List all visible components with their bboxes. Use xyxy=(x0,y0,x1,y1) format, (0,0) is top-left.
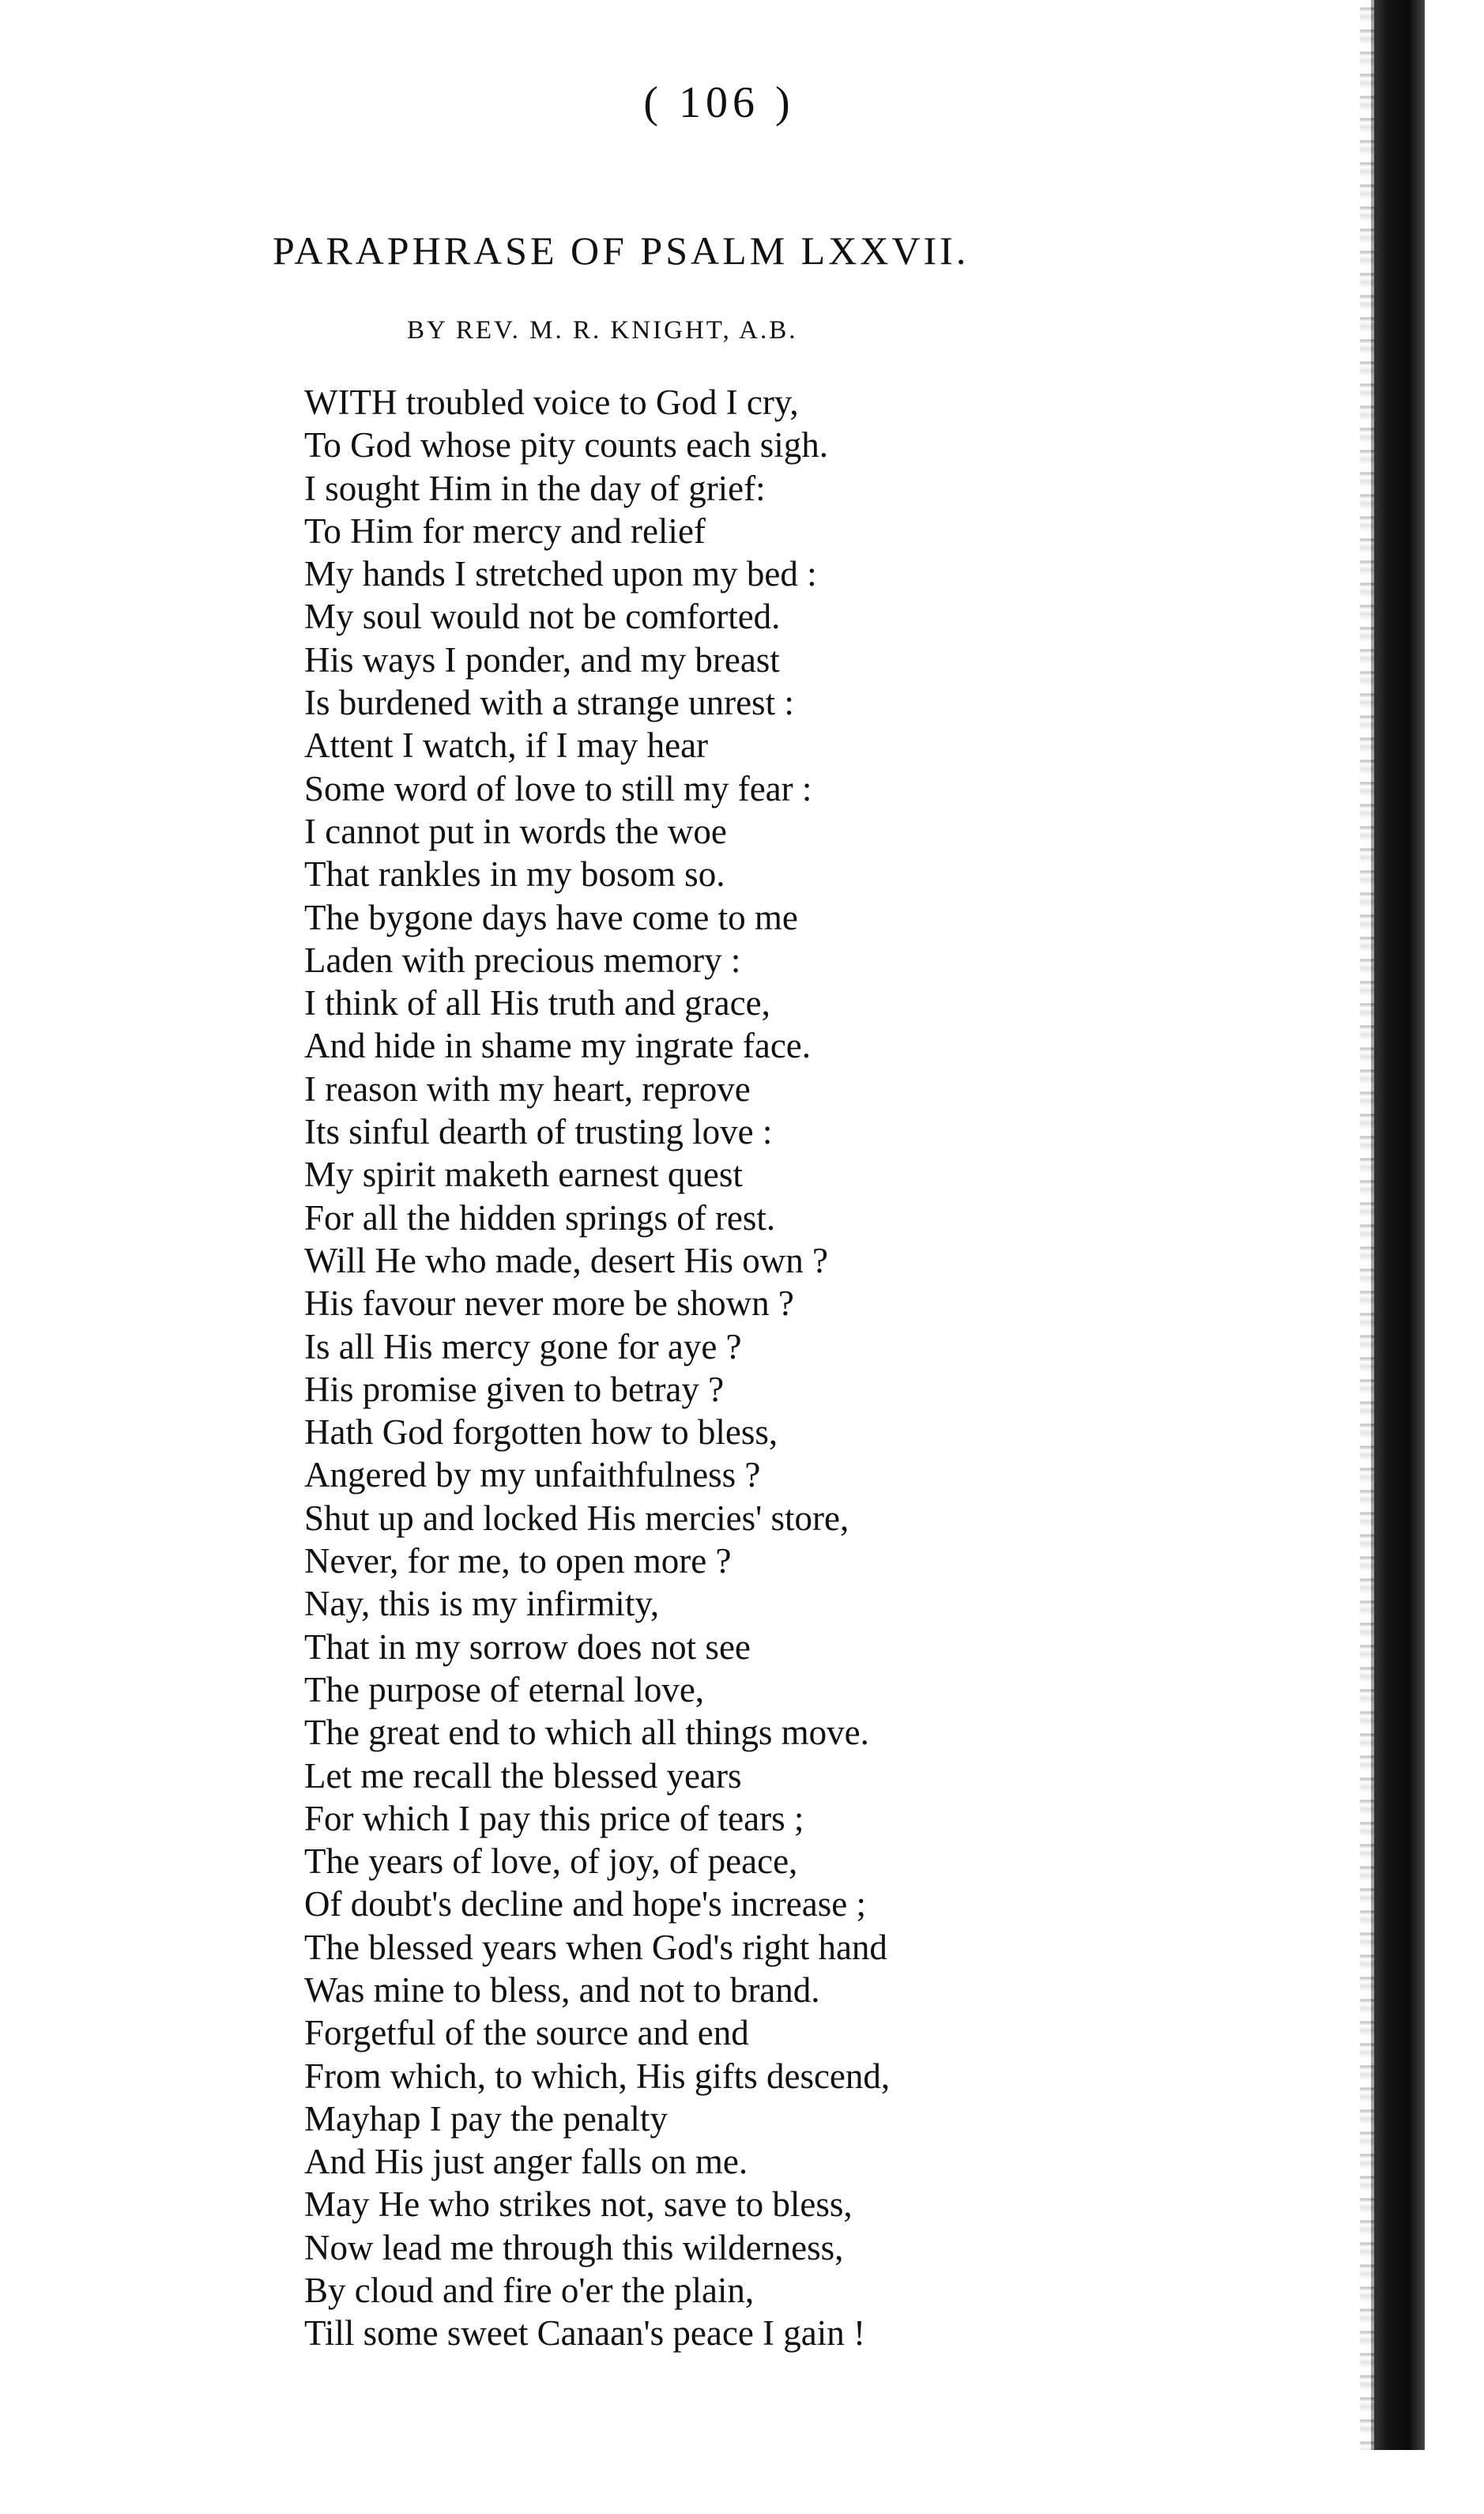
poem-line: WITH troubled voice to God I cry, xyxy=(304,383,799,422)
page-edge-shadow xyxy=(1371,0,1425,2450)
poem-line: Was mine to bless, and not to brand. xyxy=(304,1969,820,2010)
poem-line: The blessed years when God's right hand xyxy=(304,1927,887,1967)
poem-line: Is all His mercy gone for aye ? xyxy=(304,1326,742,1366)
poem-line: For which I pay this price of tears ; xyxy=(304,1798,804,1838)
poem-line: Its sinful dearth of trusting love : xyxy=(304,1112,773,1152)
poem-line: Attent I watch, if I may hear xyxy=(304,726,709,766)
poem-line: Never, for me, to open more ? xyxy=(304,1541,732,1581)
poem-line: Is burdened with a strange unrest : xyxy=(304,683,794,723)
poem-line: That in my sorrow does not see xyxy=(304,1626,751,1667)
poem-line: By cloud and fire o'er the plain, xyxy=(304,2271,755,2311)
poem-line: His promise given to betray ? xyxy=(304,1369,725,1409)
poem-line: His ways I ponder, and my breast xyxy=(304,639,780,680)
poem-line: His favour never more be shown ? xyxy=(304,1283,794,1324)
poem-line: Shut up and locked His mercies' store, xyxy=(304,1498,849,1538)
poem-line: Will He who made, desert His own ? xyxy=(304,1240,829,1280)
poem-line: I think of all His truth and grace, xyxy=(304,983,770,1023)
poem-line: From which, to which, His gifts descend, xyxy=(304,2056,891,2096)
author-byline: BY REV. M. R. KNIGHT, A.B. xyxy=(407,316,798,345)
poem-line: My hands I stretched upon my bed : xyxy=(304,554,817,594)
poem-line: Of doubt's decline and hope's increase ; xyxy=(304,1884,866,1924)
poem-line: For all the hidden springs of rest. xyxy=(304,1197,776,1238)
poem-title: PARAPHRASE OF PSALM LXXVII. xyxy=(273,228,970,273)
poem-line: My soul would not be comforted. xyxy=(304,597,781,637)
poem-line: That rankles in my bosom so. xyxy=(304,854,725,895)
poem-line: May He who strikes not, save to bless, xyxy=(304,2184,853,2225)
poem-line: Hath God forgotten how to bless, xyxy=(304,1412,778,1453)
poem-line: Laden with precious memory : xyxy=(304,940,741,980)
poem-line: And hide in shame my ingrate face. xyxy=(304,1026,812,1066)
poem-line: I reason with my heart, reprove xyxy=(304,1069,751,1109)
poem-line: I sought Him in the day of grief: xyxy=(304,468,766,508)
poem-line: And His just anger falls on me. xyxy=(304,2142,748,2182)
poem-line: The purpose of eternal love, xyxy=(304,1669,705,1709)
poem-line: Forgetful of the source and end xyxy=(304,2013,749,2053)
poem-line: The bygone days have come to me xyxy=(304,897,798,937)
poem-line: Till some sweet Canaan's peace I gain ! xyxy=(304,2313,866,2354)
poem-line: Let me recall the blessed years xyxy=(304,1755,742,1796)
poem-line: My spirit maketh earnest quest xyxy=(304,1155,743,1195)
poem-line: Now lead me through this wilderness, xyxy=(304,2227,844,2267)
poem-line: Some word of love to still my fear : xyxy=(304,768,812,808)
poem-line: To God whose pity counts each sigh. xyxy=(304,425,829,465)
poem-line: Mayhap I pay the penalty xyxy=(304,2098,668,2139)
page-number: ( 106 ) xyxy=(643,78,795,127)
poem-line: Nay, this is my infirmity, xyxy=(304,1584,660,1624)
poem-body xyxy=(304,381,890,2355)
poem-line: To Him for mercy and relief xyxy=(304,511,706,551)
poem-line: Angered by my unfaithfulness ? xyxy=(304,1455,761,1495)
poem-line: I cannot put in words the woe xyxy=(304,811,727,851)
poem-line: The years of love, of joy, of peace, xyxy=(304,1841,798,1882)
poem-line: The great end to which all things move. xyxy=(304,1713,869,1753)
